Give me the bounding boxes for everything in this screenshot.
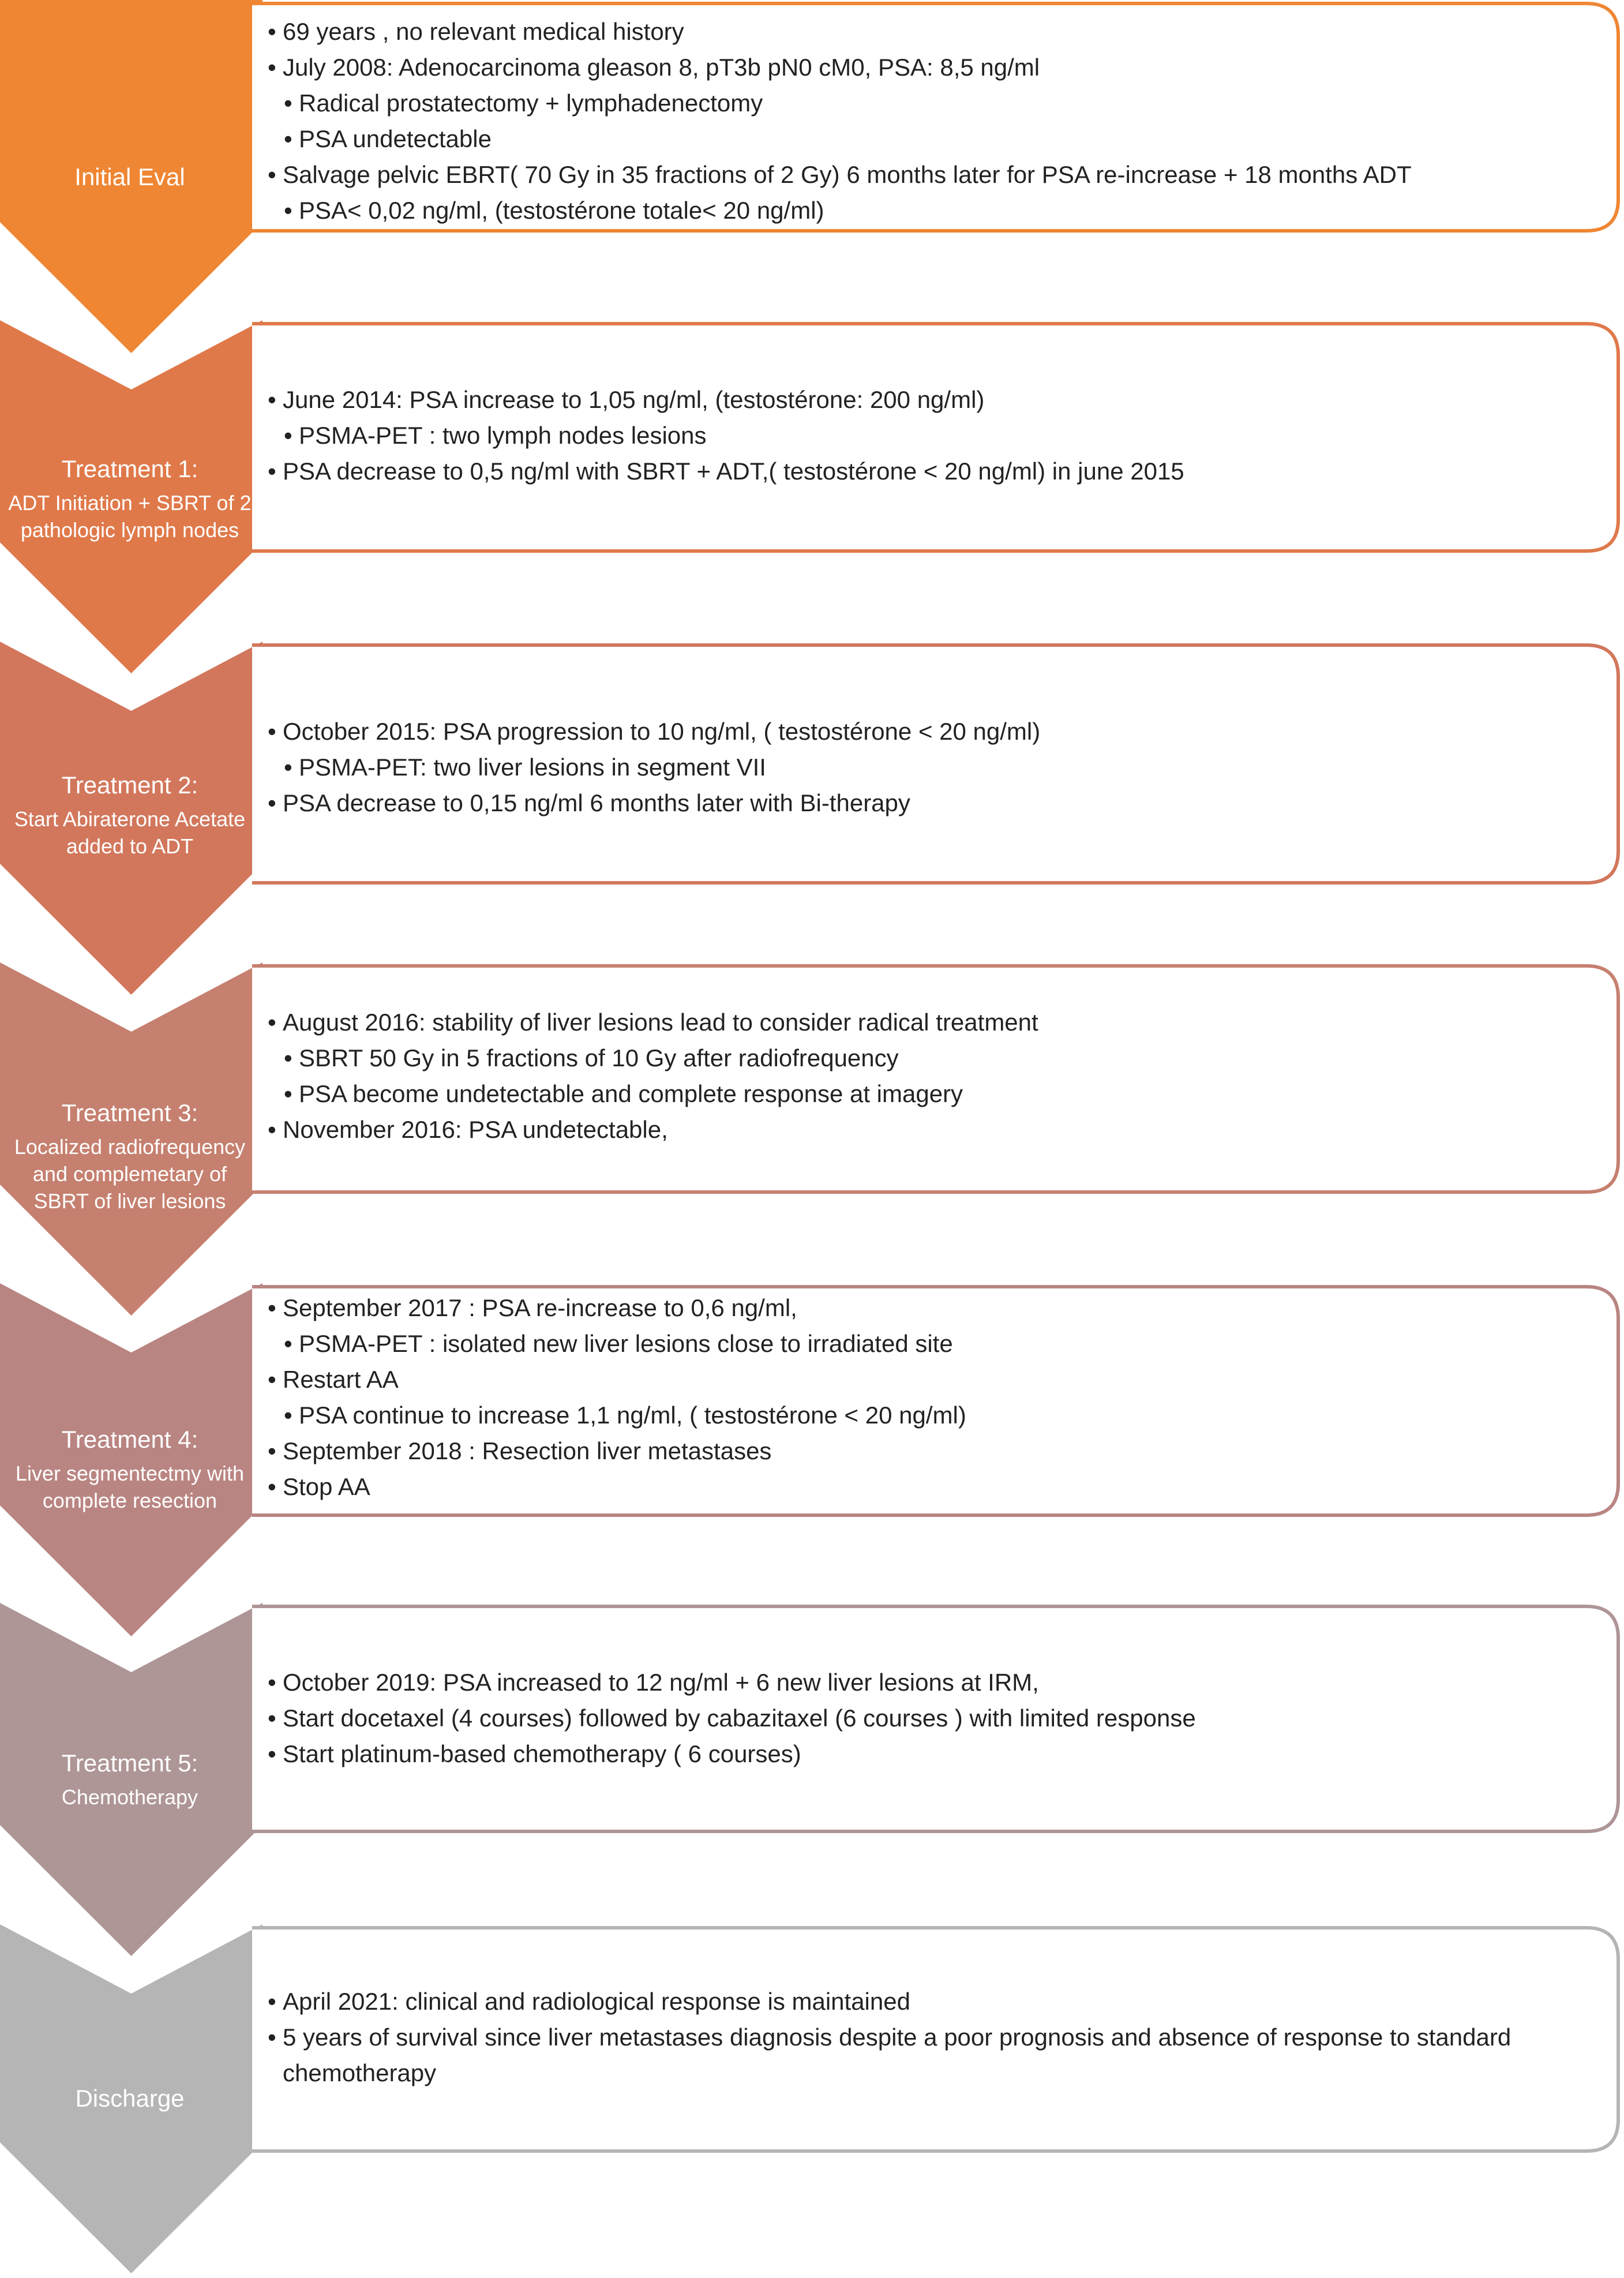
step-details [265,1290,1592,1505]
detail-line [265,157,1592,193]
detail-line [265,1290,1592,1326]
detail-text: PSA< 0,02 ng/ml, (testostérone totale< 20 ng/ml) [299,197,824,224]
detail-text: September 2017 : PSA re-increase to 0,6 ng/ml, [283,1294,797,1321]
bullet-icon: • [284,197,292,224]
detail-line [265,1397,1592,1433]
detail-line [265,1700,1592,1736]
detail-line [265,418,1592,454]
detail-line [265,85,1592,121]
detail-line [265,1005,1592,1040]
bullet-icon: • [268,1704,276,1732]
bullet-icon: • [268,18,276,45]
detail-text: 69 years , no relevant medical history [283,18,684,45]
bullet-icon: • [284,1044,292,1071]
detail-line [265,193,1592,228]
step-details [265,1984,1592,2091]
step-label [0,1099,260,1215]
detail-text: September 2018 : Resection liver metastases [283,1437,772,1464]
detail-text: PSA undetectable [299,125,492,152]
detail-text: Salvage pelvic EBRT( 70 Gy in 35 fractions of 2 Gy) 6 months later for PSA re-increase + 18 months ADT [283,161,1412,188]
step-title: Treatment 2: [61,771,198,799]
detail-line [265,1469,1592,1505]
detail-text: Stop AA [283,1473,370,1500]
step-details [265,14,1592,228]
detail-text: Restart AA [283,1366,399,1393]
bullet-icon: • [284,1402,292,1429]
step-title: Treatment 4: [61,1426,198,1453]
detail-text: PSA become undetectable and complete response at imagery [299,1080,963,1107]
detail-text: Start docetaxel (4 courses) followed by cabazitaxel (6 courses ) with limited response [283,1704,1196,1732]
step-label [0,455,260,544]
detail-line [265,121,1592,157]
step-details [265,1005,1592,1148]
bullet-icon: • [268,1009,276,1036]
detail-text: November 2016: PSA undetectable, [283,1116,668,1143]
step-label [0,163,260,192]
detail-text: PSA decrease to 0,5 ng/ml with SBRT + ADT,( testostérone < 20 ng/ml) in june 2015 [283,458,1184,485]
step-label [0,1425,260,1514]
detail-text: October 2015: PSA progression to 10 ng/ml, ( testostérone < 20 ng/ml) [283,718,1041,745]
detail-text: PSA decrease to 0,15 ng/ml 6 months later with Bi-therapy [283,789,910,816]
step-label [0,771,260,860]
bullet-icon: • [268,1988,276,2015]
detail-line [265,785,1592,821]
step-details [265,1665,1592,1772]
detail-text: July 2008: Adenocarcinoma gleason 8, pT3b pN0 cM0, PSA: 8,5 ng/ml [283,54,1040,81]
bullet-icon: • [284,1330,292,1357]
step-title: Initial Eval [74,163,185,190]
detail-text: August 2016: stability of liver lesions lead to consider radical treatment [283,1009,1038,1036]
detail-line [265,1665,1592,1700]
detail-line [265,750,1592,785]
bullet-icon: • [284,1080,292,1107]
detail-line [265,1984,1592,2020]
bullet-icon: • [284,89,292,117]
detail-text: June 2014: PSA increase to 1,05 ng/ml, (testostérone: 200 ng/ml) [283,386,985,413]
bullet-icon: • [284,754,292,781]
step-subtitle: Localized radiofrequency and complemetary of SBRT of liver lesions [14,1134,246,1213]
detail-line [265,1433,1592,1469]
bullet-icon: • [268,1740,276,1767]
detail-line [265,14,1592,50]
detail-text: April 2021: clinical and radiological response is maintained [283,1988,910,2015]
bullet-icon: • [268,1116,276,1143]
detail-line [265,1736,1592,1772]
step-title: Treatment 5: [61,1749,198,1777]
step-subtitle: Liver segmentectmy with complete resection [15,1462,245,1512]
step-title: Treatment 1: [61,455,198,482]
step-subtitle: Start Abiraterone Acetate added to ADT [14,807,246,858]
detail-line [265,382,1592,418]
detail-text: 5 years of survival since liver metastases diagnosis despite a poor prognosis and absence of response to standard chemotherapy [283,2024,1512,2086]
detail-text: October 2019: PSA increased to 12 ng/ml + 6 new liver lesions at IRM, [283,1669,1039,1696]
detail-line [265,1362,1592,1397]
detail-text: PSA continue to increase 1,1 ng/ml, ( testostérone < 20 ng/ml) [299,1402,966,1429]
detail-line [265,50,1592,85]
bullet-icon: • [268,718,276,745]
detail-text: PSMA-PET: two liver lesions in segment VII [299,754,766,781]
detail-line [265,454,1592,489]
step-title: Discharge [75,2085,185,2112]
detail-text: SBRT 50 Gy in 5 fractions of 10 Gy after radiofrequency [299,1044,899,1071]
bullet-icon: • [268,1437,276,1464]
step-details [265,382,1592,489]
detail-line [265,1326,1592,1362]
bullet-icon: • [268,1473,276,1500]
detail-line [265,1076,1592,1112]
detail-text: PSMA-PET : two lymph nodes lesions [299,422,707,449]
step-details [265,714,1592,821]
bullet-icon: • [268,161,276,188]
detail-line [265,1040,1592,1076]
step-subtitle: ADT Initiation + SBRT of 2 pathologic lymph nodes [8,491,252,542]
bullet-icon: • [268,386,276,413]
bullet-icon: • [268,1294,276,1321]
detail-text: PSMA-PET : isolated new liver lesions close to irradiated site [299,1330,953,1357]
step-title: Treatment 3: [61,1099,198,1126]
bullet-icon: • [268,1366,276,1393]
bullet-icon: • [268,789,276,816]
detail-text: Start platinum-based chemotherapy ( 6 courses) [283,1740,801,1767]
detail-line [265,714,1592,750]
step-subtitle: Chemotherapy [61,1785,198,1809]
bullet-icon: • [268,458,276,485]
step-label [0,2084,260,2113]
detail-line [265,2020,1592,2091]
detail-text: Radical prostatectomy + lymphadenectomy [299,89,763,117]
bullet-icon: • [284,422,292,449]
detail-line [265,1112,1592,1148]
bullet-icon: • [268,2024,276,2051]
bullet-icon: • [268,54,276,81]
step-label [0,1749,260,1811]
bullet-icon: • [268,1669,276,1696]
bullet-icon: • [284,125,292,152]
